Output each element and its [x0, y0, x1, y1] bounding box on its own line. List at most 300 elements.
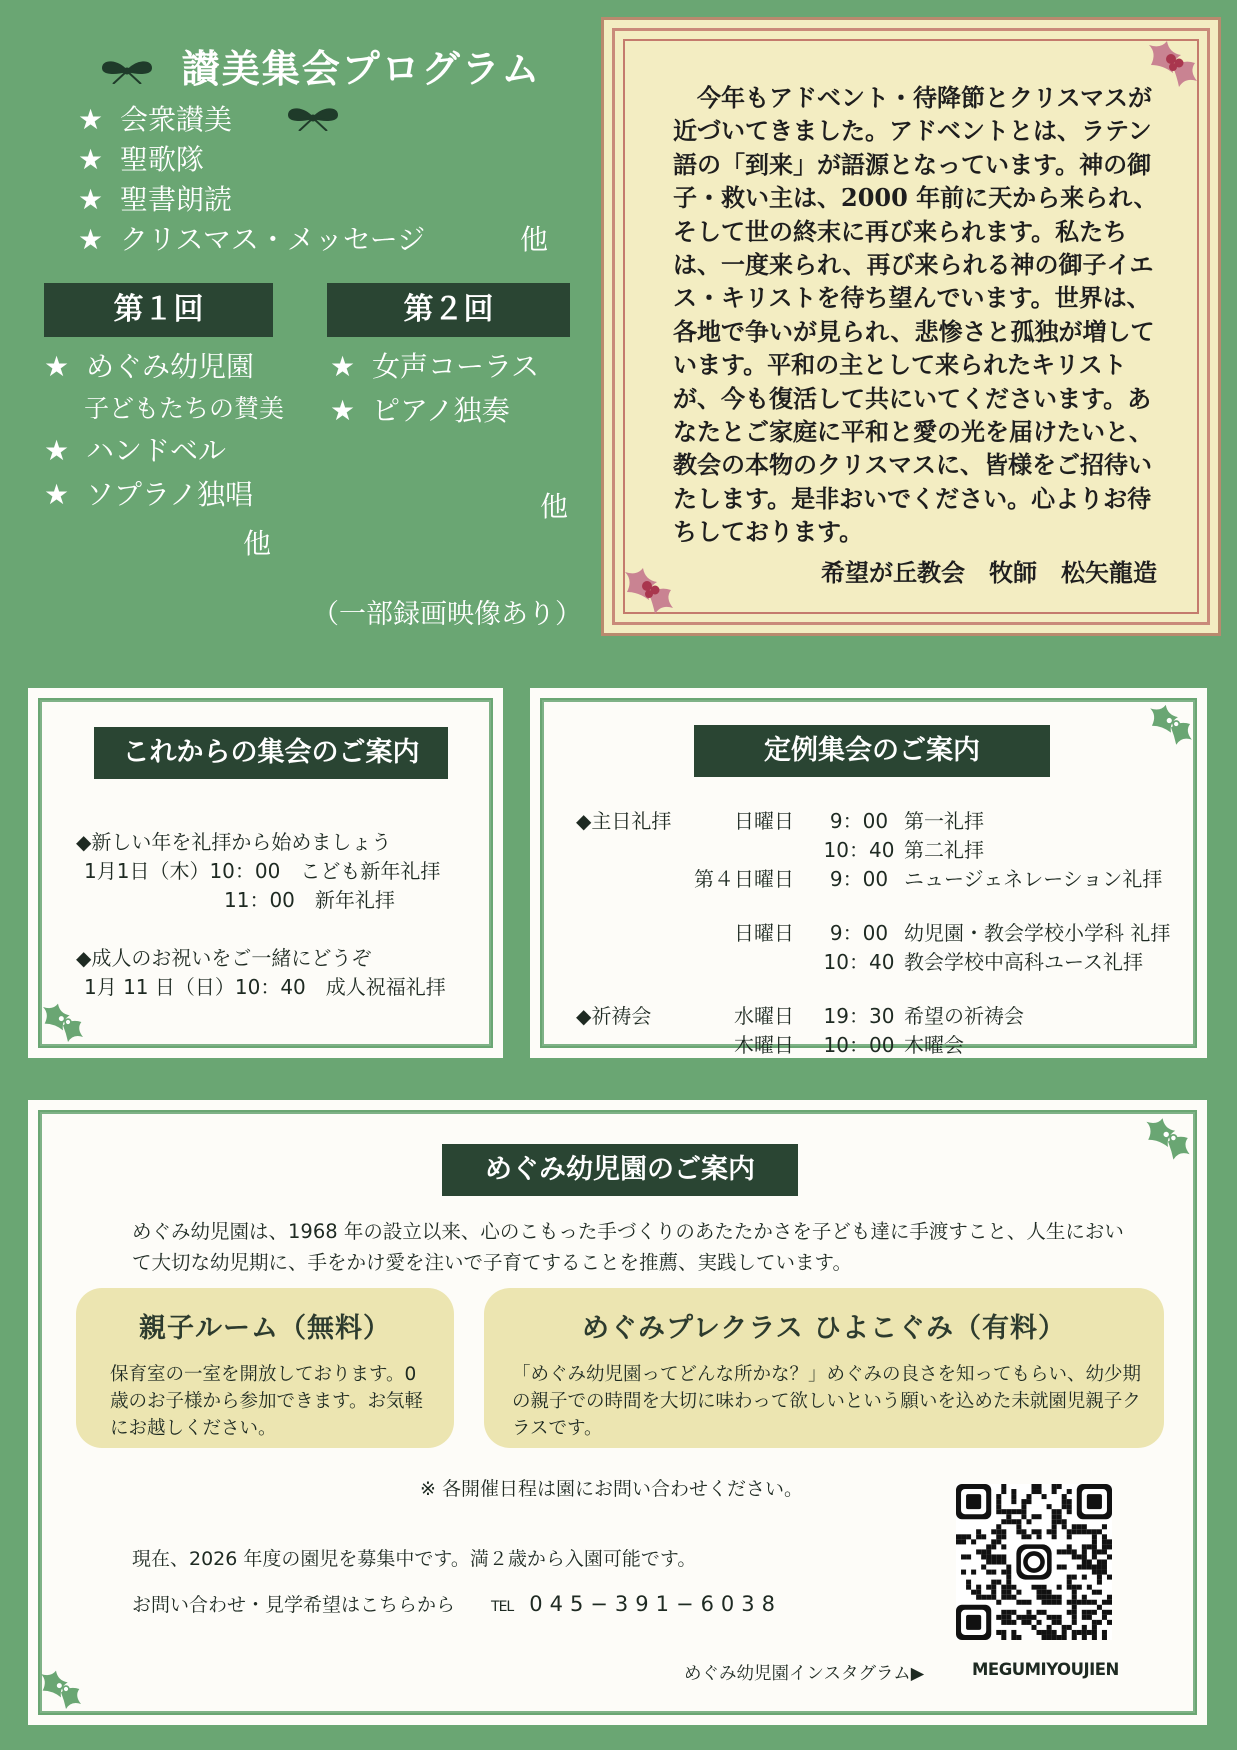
qr-module	[1092, 1534, 1097, 1539]
qr-module	[1006, 1585, 1011, 1590]
qr-module	[981, 1554, 986, 1559]
qr-module	[1107, 1600, 1112, 1605]
qr-module	[1082, 1575, 1087, 1580]
qr-module	[1097, 1559, 1102, 1564]
qr-module	[1072, 1600, 1077, 1605]
table-cell: 希望の祈祷会	[904, 1004, 1024, 1028]
qr-module	[986, 1554, 991, 1559]
table-cell	[694, 946, 814, 975]
qr-module	[1102, 1544, 1107, 1549]
qr-module	[1097, 1565, 1102, 1570]
qr-module	[1047, 1635, 1052, 1640]
table-cell: 日曜日	[734, 809, 794, 833]
qr-module	[976, 1585, 981, 1590]
qr-module	[1082, 1529, 1087, 1534]
event-date: 1月1日（木）10：00	[84, 859, 281, 883]
pastor-message-box	[612, 28, 1210, 625]
qr-module	[1107, 1575, 1112, 1580]
qr-module	[1031, 1625, 1036, 1630]
qr-module	[1072, 1635, 1077, 1640]
qr-module	[1047, 1625, 1052, 1630]
qr-module	[1072, 1615, 1077, 1620]
qr-module	[1016, 1519, 1021, 1524]
preclass-card	[484, 1288, 1164, 1448]
qr-module	[1092, 1570, 1097, 1575]
holly-icon	[1141, 1110, 1195, 1166]
qr-module	[1001, 1519, 1006, 1524]
qr-module	[1057, 1620, 1062, 1625]
qr-module	[1077, 1524, 1082, 1529]
qr-module	[1011, 1635, 1016, 1640]
qr-module	[1062, 1524, 1067, 1529]
qr-module	[1006, 1509, 1011, 1514]
qr-module	[1097, 1575, 1102, 1580]
qr-module	[1011, 1610, 1016, 1615]
session1-heading: 第１回	[44, 283, 273, 337]
qr-module	[961, 1554, 966, 1559]
table-cell: 教会学校中高科ユース礼拝	[904, 950, 1143, 974]
qr-module	[1006, 1580, 1011, 1585]
qr-module	[1016, 1615, 1021, 1620]
recorded-video-note: （一部録画映像あり）	[312, 599, 582, 630]
qr-module	[1062, 1565, 1067, 1570]
star-icon: ★	[78, 143, 104, 176]
qr-module	[1021, 1615, 1026, 1620]
qr-module	[1067, 1489, 1072, 1494]
qr-module	[1097, 1590, 1102, 1595]
upcoming-row	[84, 884, 395, 913]
qr-module	[1072, 1575, 1077, 1580]
qr-module	[1001, 1559, 1006, 1564]
table-cell: ニュージェネレーション礼拝	[904, 867, 1163, 891]
qr-module	[1047, 1615, 1052, 1620]
qr-module	[1021, 1529, 1026, 1534]
qr-module	[986, 1549, 991, 1554]
qr-module	[1097, 1580, 1102, 1585]
qr-module	[1037, 1585, 1042, 1590]
qr-module	[1102, 1539, 1107, 1544]
program-item-label: 聖歌隊	[120, 143, 205, 176]
qr-module	[1062, 1635, 1067, 1640]
qr-module	[996, 1529, 1001, 1534]
qr-module	[1067, 1544, 1072, 1549]
star-icon: ★	[78, 183, 104, 216]
program-list	[78, 100, 548, 260]
qr-module	[1037, 1590, 1042, 1595]
qr-module	[1057, 1615, 1062, 1620]
qr-module	[1087, 1615, 1092, 1620]
regular-heading: 定例集会のご案内	[694, 725, 1050, 777]
qr-module	[1057, 1484, 1062, 1489]
qr-module	[1026, 1615, 1031, 1620]
qr-module	[1107, 1539, 1112, 1544]
session2-item	[330, 389, 570, 433]
kindergarten-intro: めぐみ幼児園は、1968 年の設立以来、心のこもった手づくりのあたたかさを子ども達に手渡すこと、人生において大切な幼児期に、手をかけ愛を注いで子育てすることを推薦、実践しています。	[132, 1220, 1124, 1274]
qr-module	[1052, 1519, 1057, 1524]
qr-module	[1102, 1524, 1107, 1529]
qr-module	[976, 1590, 981, 1595]
qr-module	[1092, 1620, 1097, 1625]
upcoming-row	[84, 855, 440, 884]
qr-module	[996, 1600, 1001, 1605]
instagram-handle[interactable]: MEGUMIYOUJIEN	[972, 1660, 1119, 1679]
table-spacer	[576, 892, 1170, 917]
qr-module	[1031, 1514, 1036, 1519]
qr-module	[966, 1580, 971, 1585]
qr-module	[1047, 1590, 1052, 1595]
preclass-title: めぐみプレクラス ひよこぐみ（有料）	[582, 1313, 1066, 1344]
qr-module	[1011, 1630, 1016, 1635]
qr-module	[1102, 1635, 1107, 1640]
qr-module	[1037, 1534, 1042, 1539]
qr-module	[1057, 1635, 1062, 1640]
qr-module	[1001, 1590, 1006, 1595]
qr-module	[976, 1549, 981, 1554]
qr-module	[1052, 1534, 1057, 1539]
qr-module	[1067, 1509, 1072, 1514]
qr-module	[1067, 1580, 1072, 1585]
qr-module	[976, 1529, 981, 1534]
table-cell: 木曜日	[734, 1033, 794, 1057]
qr-module	[1047, 1595, 1052, 1600]
phone-number[interactable]: 045−391−6038	[529, 1592, 783, 1616]
qr-module	[991, 1585, 996, 1590]
qr-module	[1092, 1554, 1097, 1559]
qr-module	[1067, 1610, 1072, 1615]
qr-module	[991, 1590, 996, 1595]
qr-module	[1087, 1494, 1102, 1509]
upcoming-meetings-box	[28, 688, 503, 1058]
table-row	[576, 834, 1170, 863]
qr-module	[1077, 1554, 1082, 1559]
qr-module	[1001, 1585, 1006, 1590]
table-row	[576, 1000, 1170, 1029]
qr-module	[1021, 1534, 1026, 1539]
qr-module	[1092, 1549, 1097, 1554]
qr-module	[996, 1559, 1001, 1564]
qr-module	[1042, 1600, 1047, 1605]
qr-module	[1097, 1605, 1102, 1610]
qr-module	[1031, 1489, 1036, 1494]
qr-module	[956, 1539, 961, 1544]
qr-module	[1072, 1549, 1077, 1554]
qr-module	[1011, 1585, 1016, 1590]
qr-module	[1021, 1600, 1026, 1605]
qr-module	[1092, 1625, 1097, 1630]
qr-module	[1016, 1529, 1021, 1534]
table-cell: 9：00	[829, 809, 889, 833]
qr-module	[1037, 1514, 1042, 1519]
table-cell: 10：40	[823, 950, 895, 974]
star-icon: ★	[44, 350, 70, 383]
qr-module	[1067, 1625, 1072, 1630]
qr-module	[1077, 1585, 1082, 1590]
qr-module	[1062, 1549, 1067, 1554]
holly-icon	[36, 1661, 86, 1717]
qr-module	[1087, 1610, 1092, 1615]
qr-module	[1082, 1625, 1087, 1630]
parent-room-title: 親子ルーム（無料）	[139, 1313, 391, 1344]
table-cell: 9：00	[829, 867, 889, 891]
contact-row	[132, 1590, 782, 1617]
program-item-label: 会衆讃美	[120, 103, 233, 136]
qr-module	[1102, 1630, 1107, 1635]
qr-module	[1006, 1620, 1011, 1625]
program-etc: 他	[519, 223, 548, 256]
qr-module	[1082, 1595, 1087, 1600]
qr-module	[1077, 1529, 1082, 1534]
schedule-note: ※ 各開催日程は園にお問い合わせください。	[420, 1478, 803, 1500]
holly-icon	[619, 562, 679, 618]
qr-module	[1052, 1600, 1057, 1605]
qr-module	[1026, 1499, 1031, 1504]
regular-schedule-table	[576, 805, 1170, 1058]
qr-module	[966, 1534, 971, 1539]
qr-module	[1057, 1565, 1062, 1570]
qr-module	[991, 1554, 996, 1559]
qr-module	[971, 1539, 976, 1544]
qr-module	[1072, 1590, 1077, 1595]
qr-module	[1047, 1600, 1052, 1605]
qr-module	[991, 1529, 996, 1534]
session1-item	[44, 429, 284, 473]
qr-module	[1037, 1489, 1042, 1494]
qr-module	[1062, 1625, 1067, 1630]
qr-module	[1057, 1549, 1062, 1554]
qr-module	[1026, 1610, 1031, 1615]
session1-item	[44, 345, 284, 389]
qr-module	[981, 1595, 986, 1600]
session-item-label: ソプラノ独唱	[86, 478, 254, 511]
qr-module	[986, 1595, 991, 1600]
qr-module	[1067, 1585, 1072, 1590]
qr-module	[1031, 1484, 1036, 1489]
table-spacer	[576, 975, 1170, 1000]
qr-module	[1082, 1565, 1087, 1570]
qr-module	[1062, 1499, 1067, 1504]
qr-module	[1001, 1484, 1006, 1489]
qr-module	[981, 1534, 986, 1539]
qr-module	[1097, 1570, 1102, 1575]
qr-module	[1006, 1615, 1011, 1620]
qr-module	[1082, 1635, 1087, 1640]
qr-module	[1082, 1630, 1087, 1635]
qr-module	[996, 1554, 1001, 1559]
qr-module	[1011, 1620, 1016, 1625]
qr-module	[1067, 1600, 1072, 1605]
qr-module	[1021, 1514, 1026, 1519]
qr-module	[1107, 1544, 1112, 1549]
qr-module	[1037, 1610, 1042, 1615]
qr-module	[1072, 1630, 1077, 1635]
session1-list	[44, 345, 284, 517]
qr-module	[1082, 1610, 1087, 1615]
upcoming-row	[84, 971, 446, 1000]
qr-module	[1082, 1524, 1087, 1529]
table-cell	[576, 946, 694, 975]
program-title-text: 讃美集会プログラム	[181, 46, 542, 91]
qr-module	[1052, 1514, 1057, 1519]
instagram-qr-code[interactable]	[956, 1484, 1112, 1640]
qr-module	[1001, 1595, 1006, 1600]
qr-module	[1057, 1519, 1062, 1524]
event-name: こども新年礼拝	[300, 859, 441, 883]
qr-module	[1042, 1590, 1047, 1595]
qr-module	[1016, 1509, 1021, 1514]
qr-module	[1072, 1610, 1077, 1615]
qr-module	[996, 1499, 1001, 1504]
qr-module	[1052, 1484, 1057, 1489]
qr-module	[1021, 1504, 1026, 1509]
qr-module	[996, 1539, 1001, 1544]
qr-module	[996, 1504, 1001, 1509]
qr-module	[1092, 1635, 1097, 1640]
table-cell: ◆祈祷会	[576, 1004, 652, 1028]
table-cell: 10：40	[823, 838, 895, 862]
qr-module	[1001, 1554, 1006, 1559]
qr-module	[1011, 1494, 1016, 1499]
qr-module	[1072, 1529, 1077, 1534]
qr-module	[966, 1615, 981, 1630]
upcoming-heading: これからの集会のご案内	[94, 727, 448, 779]
qr-module	[1057, 1585, 1062, 1590]
qr-module	[1006, 1610, 1011, 1615]
qr-module	[996, 1615, 1001, 1620]
qr-module	[1067, 1575, 1072, 1580]
upcoming-lead-newyear: ◆新しい年を礼拝から始めましょう	[76, 830, 392, 854]
qr-module	[1092, 1590, 1097, 1595]
table-cell: 第４日曜日	[694, 867, 794, 891]
qr-module	[1092, 1600, 1097, 1605]
qr-module	[1006, 1570, 1011, 1575]
qr-module	[1097, 1549, 1102, 1554]
qr-module	[966, 1585, 971, 1590]
qr-module	[991, 1544, 996, 1549]
event-time: 11：00	[224, 888, 295, 912]
qr-module	[1077, 1565, 1082, 1570]
table-cell: 木曜会	[904, 1033, 964, 1057]
qr-module	[1052, 1635, 1057, 1640]
event-date: 1月 11 日（日）10：40	[84, 975, 306, 999]
qr-module	[1037, 1529, 1042, 1534]
table-cell: 第一礼拝	[904, 809, 984, 833]
qr-module	[1067, 1534, 1072, 1539]
qr-module	[1067, 1504, 1072, 1509]
qr-module	[1016, 1635, 1021, 1640]
table-cell: 幼児園・教会学校小学科 礼拝	[904, 921, 1171, 945]
qr-module	[1102, 1615, 1107, 1620]
qr-module	[1001, 1570, 1006, 1575]
holly-icon	[38, 994, 88, 1050]
qr-module	[1042, 1585, 1047, 1590]
qr-module	[1072, 1605, 1077, 1610]
qr-module	[1016, 1600, 1021, 1605]
qr-module	[971, 1590, 976, 1595]
qr-module	[1047, 1529, 1052, 1534]
upcoming-lead-coming-of-age: ◆成人のお祝いをご一緒にどうぞ	[76, 946, 372, 970]
contact-label: お問い合わせ・見学希望はこちらから	[132, 1594, 456, 1616]
preclass-body: 「めぐみ幼児園ってどんな所かな？」めぐみの良さを知ってもらい、幼少期の親子での時間を大切に味わって欲しいという願いを込めた未就園児親子クラスです。	[512, 1364, 1142, 1439]
message-body: 今年もアドベント・待降節とクリスマスが近づいてきました。アドベントとは、ラテン語の「到来」が語源となっています。神の御子・救い主は、2000 年前に天から来られ、そして世の終末に再び来られます。私たちは、一度来られ、再び来られる神の御子イエス・キリストを待ち望んでいます。世界は、各地で争いが見られ、悲惨さと孤独が増しています。平和の主として来られたキリストが、今も復活して共にいてくださいます。あなたとご家庭に平和と愛の光を届けたいと、教会の本物のクリスマスに、皆様をご招待いたします。是非おいでください。心よりお待ちしております。	[673, 83, 1158, 547]
holly-icon	[1145, 696, 1197, 752]
session2-heading: 第２回	[327, 283, 570, 337]
qr-module	[1001, 1534, 1006, 1539]
session-item-label: 女声コーラス	[372, 350, 540, 383]
qr-module	[1001, 1615, 1006, 1620]
table-cell	[576, 863, 694, 892]
qr-module	[1021, 1499, 1026, 1504]
qr-module	[966, 1554, 971, 1559]
qr-module	[976, 1595, 981, 1600]
qr-module	[1006, 1565, 1011, 1570]
qr-module	[1107, 1610, 1112, 1615]
regular-meetings-box	[530, 688, 1207, 1058]
qr-module	[1092, 1539, 1097, 1544]
qr-module	[1102, 1610, 1107, 1615]
qr-module	[986, 1570, 991, 1575]
qr-module	[1006, 1590, 1011, 1595]
qr-module	[1031, 1585, 1036, 1590]
table-cell: 第二礼拝	[904, 838, 984, 862]
star-icon: ★	[44, 478, 70, 511]
session2-item	[330, 345, 570, 389]
star-icon: ★	[78, 223, 104, 256]
event-name: 成人祝福礼拝	[325, 975, 446, 999]
qr-module	[1057, 1600, 1062, 1605]
qr-module	[1092, 1565, 1097, 1570]
qr-module	[1087, 1559, 1092, 1564]
qr-module	[1042, 1494, 1047, 1499]
message-signature: 希望が丘教会 牧師 松矢龍造	[821, 558, 1157, 587]
qr-module	[1021, 1509, 1026, 1514]
qr-module	[991, 1570, 996, 1575]
qr-module	[971, 1570, 976, 1575]
qr-module	[1001, 1610, 1006, 1615]
qr-module	[1026, 1534, 1031, 1539]
qr-module	[991, 1580, 996, 1585]
qr-module	[1001, 1529, 1006, 1534]
qr-module	[1082, 1600, 1087, 1605]
qr-module	[1011, 1489, 1016, 1494]
qr-module	[1072, 1620, 1077, 1625]
qr-module	[1047, 1504, 1052, 1509]
qr-module	[1107, 1554, 1112, 1559]
table-cell	[576, 834, 694, 863]
qr-module	[961, 1570, 966, 1575]
qr-module	[1077, 1600, 1082, 1605]
parent-room-body: 保育室の一室を開放しております。0 歳のお子様から参加できます。お気軽にお越しください。	[110, 1364, 424, 1439]
qr-module	[1026, 1519, 1031, 1524]
qr-module	[1087, 1529, 1092, 1534]
program-item-label: 聖書朗読	[120, 183, 233, 216]
table-cell: 水曜日	[734, 1004, 794, 1028]
program-item	[78, 220, 548, 260]
qr-module	[1011, 1509, 1016, 1514]
qr-module	[1067, 1529, 1072, 1534]
qr-module	[1082, 1549, 1087, 1554]
qr-module	[1006, 1575, 1011, 1580]
qr-module	[1052, 1524, 1057, 1529]
qr-module	[1006, 1519, 1011, 1524]
qr-module	[1092, 1544, 1097, 1549]
qr-module	[1072, 1595, 1077, 1600]
table-cell: 日曜日	[734, 921, 794, 945]
session-item-label: ハンドベル	[86, 434, 227, 467]
qr-module	[1102, 1534, 1107, 1539]
qr-module	[1087, 1630, 1092, 1635]
table-cell: ◆主日礼拝	[576, 809, 672, 833]
table-row	[576, 1029, 1170, 1058]
